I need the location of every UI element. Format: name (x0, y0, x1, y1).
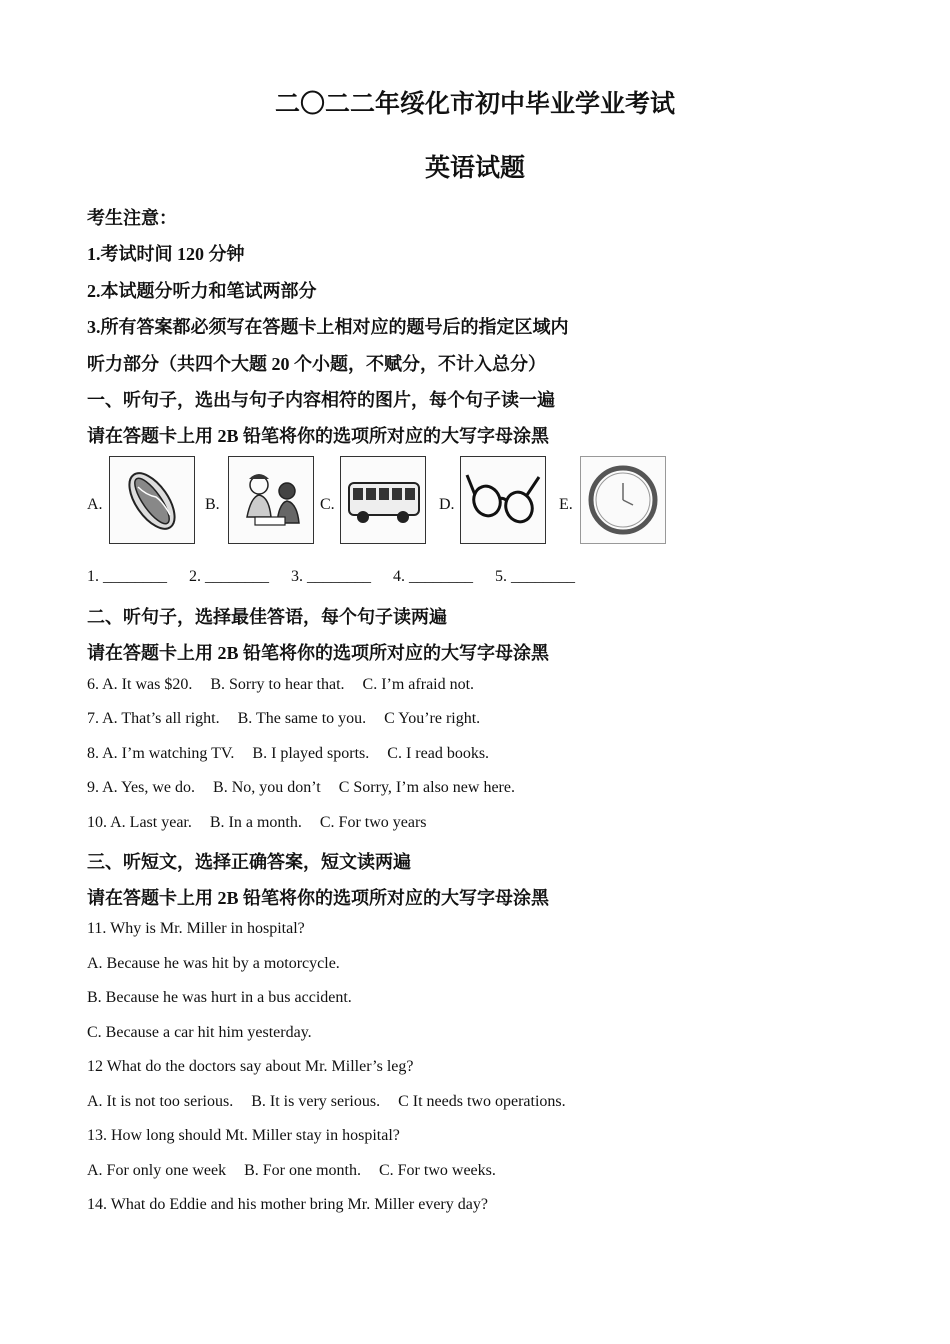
bus-icon (340, 456, 426, 544)
blank-5[interactable]: 5. ________ (495, 568, 575, 585)
clock-icon (580, 456, 666, 544)
listening-header: 听力部分（共四个大题 20 个小题，不赋分，不计入总分） (87, 354, 546, 374)
q13-option-b: B. For one month. (244, 1162, 361, 1179)
picture-options (87, 452, 687, 552)
q8-option-c: C. I read books. (387, 745, 490, 762)
question-14: 14. What do Eddie and his mother bring Mr. Miller every day? (87, 1196, 488, 1213)
blank-3[interactable]: 3. ________ (291, 568, 371, 585)
picture-label-e: E. (559, 496, 573, 513)
q10-option-a: 10. A. Last year. (87, 814, 192, 831)
q12-option-b: B. It is very serious. (251, 1093, 381, 1110)
question-10 (87, 814, 427, 832)
q9-option-c: C Sorry, I’m also new here. (338, 779, 515, 796)
question-11: 11. Why is Mr. Miller in hospital? (87, 920, 305, 937)
question-9 (87, 779, 515, 797)
blank-4[interactable]: 4. ________ (393, 568, 473, 585)
question-7 (87, 710, 480, 728)
q13-option-a: A. For only one week (87, 1162, 227, 1179)
hot-dog-icon (109, 456, 195, 544)
q9-option-b: B. No, you don’t (213, 779, 321, 796)
q6-option-b: B. Sorry to hear that. (210, 676, 345, 693)
q7-option-a: 7. A. That’s all right. (87, 710, 220, 727)
question-6 (87, 676, 474, 694)
q12-option-a: A. It is not too serious. (87, 1093, 234, 1110)
question-8 (87, 745, 489, 763)
q11-option-c: C. Because a car hit him yesterday. (87, 1024, 312, 1041)
q7-option-b: B. The same to you. (237, 710, 367, 727)
q10-option-c: C. For two years (319, 814, 427, 831)
q6-option-a: 6. A. It was $20. (87, 676, 193, 693)
q10-option-b: B. In a month. (209, 814, 302, 831)
answer-blanks (87, 568, 575, 586)
q8-option-a: 8. A. I’m watching TV. (87, 745, 235, 762)
exam-subtitle: 英语试题 (424, 155, 525, 182)
q11-option-b: B. Because he was hurt in a bus accident. (87, 989, 352, 1006)
q6-option-c: C. I’m afraid not. (362, 676, 475, 693)
question-12: 12 What do the doctors say about Mr. Miller’s leg? (87, 1058, 414, 1075)
exam-title: 二〇二二年绥化市初中毕业学业考试 (274, 91, 675, 118)
section2-title: 二、听句子，选择最佳答语，每个句子读两遍 (87, 607, 447, 627)
section3-instruction: 请在答题卡上用 2B 铅笔将你的选项所对应的大写字母涂黑 (87, 888, 550, 908)
blank-2[interactable]: 2. ________ (189, 568, 269, 585)
picture-label-a: A. (87, 496, 103, 513)
notice-heading: 考生注意： (87, 208, 177, 228)
section1-title: 一、听句子，选出与句子内容相符的图片，每个句子读一遍 (87, 390, 555, 410)
picture-label-b: B. (205, 496, 220, 513)
people-talking-icon (228, 456, 314, 544)
blank-1[interactable]: 1. ________ (87, 568, 167, 585)
picture-label-d: D. (439, 496, 455, 513)
q7-option-c: C You’re right. (384, 710, 481, 727)
glasses-icon (460, 456, 546, 544)
section1-instruction: 请在答题卡上用 2B 铅笔将你的选项所对应的大写字母涂黑 (87, 426, 550, 446)
picture-label-c: C. (320, 496, 335, 513)
notice-item-3: 3.所有答案都必须写在答题卡上相对应的题号后的指定区域内 (87, 317, 569, 337)
q9-option-a: 9. A. Yes, we do. (87, 779, 196, 796)
notice-item-1: 1.考试时间 120 分钟 (87, 244, 245, 264)
question-13: 13. How long should Mt. Miller stay in hospital? (87, 1127, 400, 1144)
q8-option-b: B. I played sports. (252, 745, 370, 762)
section3-title: 三、听短文，选择正确答案，短文读两遍 (87, 852, 411, 872)
q11-option-a: A. Because he was hit by a motorcycle. (87, 955, 340, 972)
question-12-options (87, 1093, 566, 1111)
notice-item-2: 2.本试题分听力和笔试两部分 (87, 281, 317, 301)
q12-option-c: C It needs two operations. (398, 1093, 566, 1110)
section2-instruction: 请在答题卡上用 2B 铅笔将你的选项所对应的大写字母涂黑 (87, 643, 550, 663)
question-13-options (87, 1162, 496, 1180)
q13-option-c: C. For two weeks. (378, 1162, 496, 1179)
